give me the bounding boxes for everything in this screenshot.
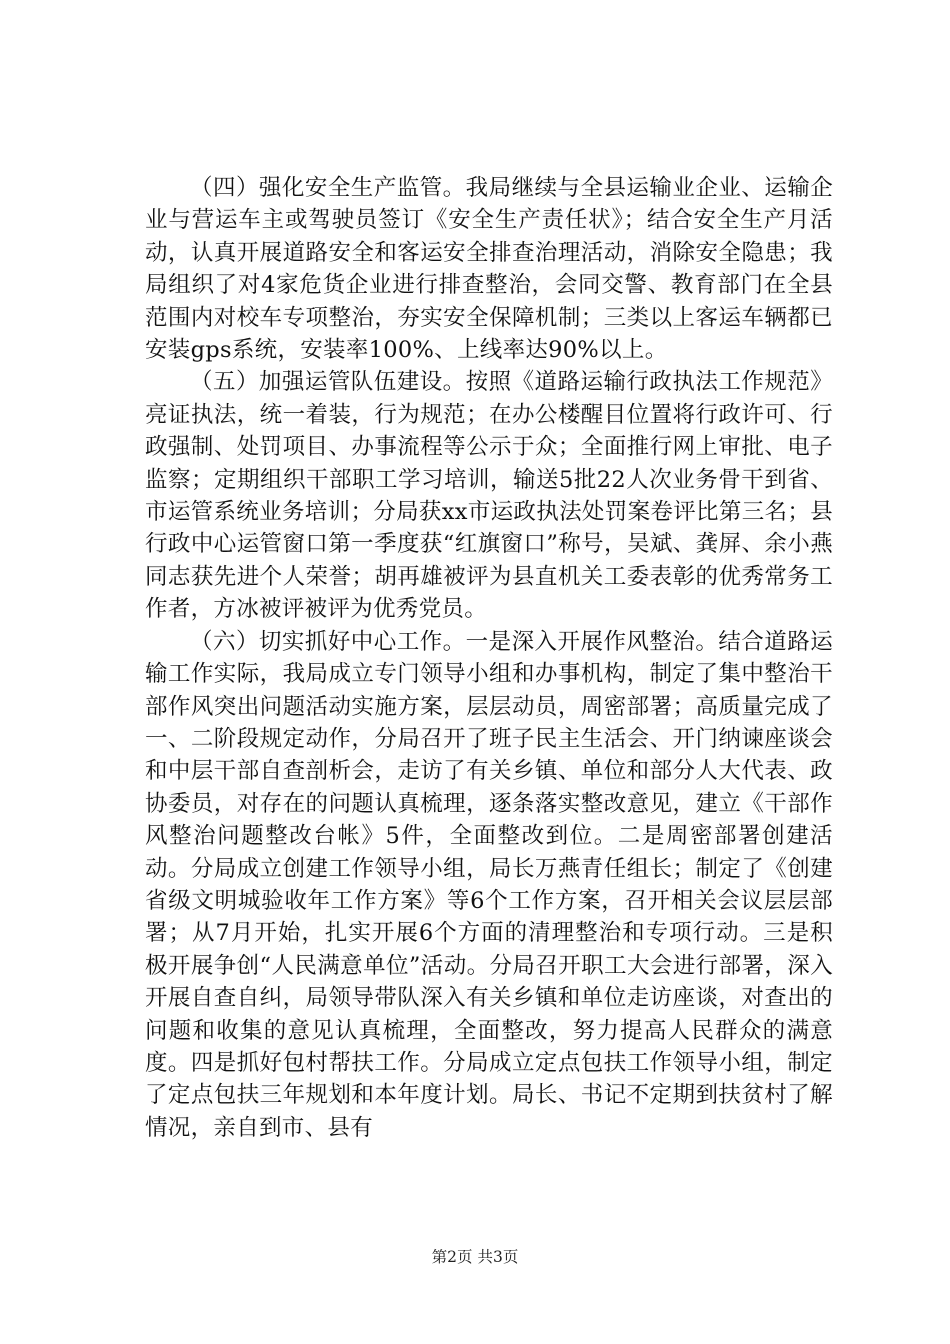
document-body (145, 172, 833, 1144)
paragraph-central-work: （六）切实抓好中心工作。一是深入开展作风整治。结合道路运输工作实际，我局成立专门领导小组和办事机构，制定了集中整治干部作风突出问题活动实施方案，层层动员，周密部署；高质量完成了一、二阶段规定动作，分局召开了班子民主生活会、开门纳谏座谈会和中层干部自查剖析会，走访了有关乡镇、单位和部分人大代表、政协委员，对存在的问题认真梳理，逐条落实整改意见，建立《干部作风整治问题整改台帐》5件，全面整改到位。二是周密部署创建活动。分局成立创建工作领导小组，局长万燕青任组长；制定了《创建省级文明城验收年工作方案》等6个工作方案，召开相关会议层层部署；从7月开始，扎实开展6个方面的清理整治和专项行动。三是积极开展争创“人民满意单位”活动。分局召开职工大会进行部署，深入开展自查自纠，局领导带队深入有关乡镇和单位走访座谈，对查出的问题和收集的意见认真梳理，全面整改，努力提高人民群众的满意度。四是抓好包村帮扶工作。分局成立定点包扶工作领导小组，制定了定点包扶三年规划和本年度计划。局长、书记不定期到扶贫村了解情况，亲自到市、县有 (145, 628, 833, 1141)
paragraph-team-building: （五）加强运管队伍建设。按照《道路运输行政执法工作规范》亮证执法，统一着装，行为规范；在办公楼醒目位置将行政许可、行政强制、处罚项目、办事流程等公示于众；全面推行网上审批、电子监察；定期组织干部职工学习培训，输送5批22人次业务骨干到省、市运管系统业务培训；分局获xx市运政执法处罚案卷评比第三名；县行政中心运管窗口第一季度获“红旗窗口”称号，吴斌、龚屏、余小燕同志获先进个人荣誉；胡再雄被评为县直机关工委表彰的优秀常务工作者，方冰被评被评为优秀党员。 (145, 369, 833, 623)
paragraph-safety-supervision: （四）强化安全生产监管。我局继续与全县运输业企业、运输企业与营运车主或驾驶员签订《安全生产责任状》；结合安全生产月活动，认真开展道路安全和客运安全排查治理活动，消除安全隐患；我局组织了对4家危货企业进行排查整治，会同交警、教育部门在全县范围内对校车专项整治，夯实安全保障机制；三类以上客运车辆都已安装gps系统，安装率100%、上线率达90%以上。 (145, 175, 833, 364)
page-footer: 第2页 共3页 (431, 1248, 519, 1266)
